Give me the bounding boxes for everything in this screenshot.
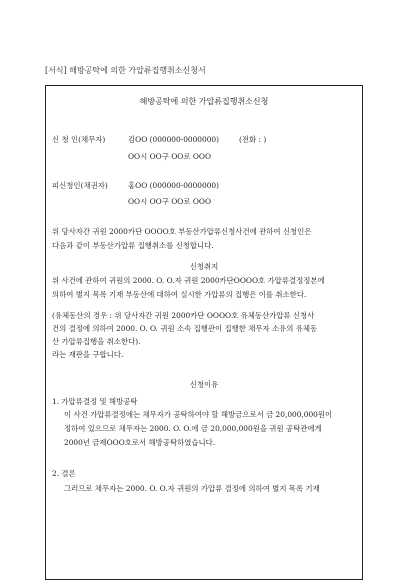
applicant-phone: (전화 : ): [239, 135, 267, 144]
reason-title: 신청이유: [189, 380, 219, 389]
movable-note-line-1: (유체동산의 경우 : 위 당사자간 귀원 2000카단 OOOO호 유체동산가압류 신청사: [52, 311, 315, 320]
reason-2-heading: 2. 결론: [52, 469, 76, 478]
reason-2-line-1: 그러므로 채무자는 2000. O. O.자 귀원의 가압류 결정에 의하여 별지 목록 기재: [64, 484, 320, 493]
reason-1-heading: 1. 가압류결정 및 해방공탁: [52, 397, 138, 406]
applicant-address: OO시 OO구 OO로 OOO: [128, 152, 211, 161]
respondent-label: 피신청인(채권자): [52, 181, 108, 190]
respondent-name: 홍OO (000000-0000000): [128, 181, 219, 190]
applicant-name: 김OO (000000-0000000): [128, 135, 219, 144]
purpose-title: 신청취지: [189, 262, 219, 271]
intro-line-2: 다음과 같이 부동산가압류 집행취소를 신청합니다.: [52, 241, 214, 250]
reason-1-line-2: 정하여 있으므로 채무자는 2000. O. O.에 금 20,000,000원을 귀원 공탁관에게: [64, 424, 322, 433]
applicant-label: 신 청 인(채무자): [52, 135, 106, 144]
application-form: [45, 85, 363, 580]
form-heading: [서식] 해방공탁에 의한 가압류집행취소신청서: [45, 66, 206, 75]
purpose-line-1: 위 사건에 관하여 귀원의 2000. O. O.자 귀원 2000카단OOOO호 가압류결정정본에: [52, 276, 325, 285]
form-title: 해방공탁에 의한 가압류집행취소신청: [139, 97, 269, 106]
movable-note-line-3: 산 가압류집행을 취소한다).: [52, 337, 141, 346]
respondent-address: OO시 OO구 OO로 OOO: [128, 197, 211, 206]
movable-note-line-2: 건의 결정에 의하여 2000. O. O. 귀원 소속 집행관이 집행한 채무자 소유의 유체동: [52, 324, 318, 333]
reason-1-line-1: 이 사건 가압류결정에는 채무자가 공탁하여야 할 해방금으로서 금 20,000,000원이: [64, 410, 333, 419]
intro-line-1: 위 당사자간 귀원 2000카단 OOOO호 부동산가압류신청사건에 관하여 신청인은: [52, 227, 312, 236]
reason-1-line-3: 2000년 금제OOO호로서 해방공탁하였습니다.: [64, 438, 216, 447]
closing-line: 라는 재판을 구합니다.: [52, 350, 124, 359]
purpose-line-2: 의하여 별지 목록 기재 부동산에 대하여 실시한 가압류의 집행은 이를 취소한다.: [52, 290, 307, 299]
